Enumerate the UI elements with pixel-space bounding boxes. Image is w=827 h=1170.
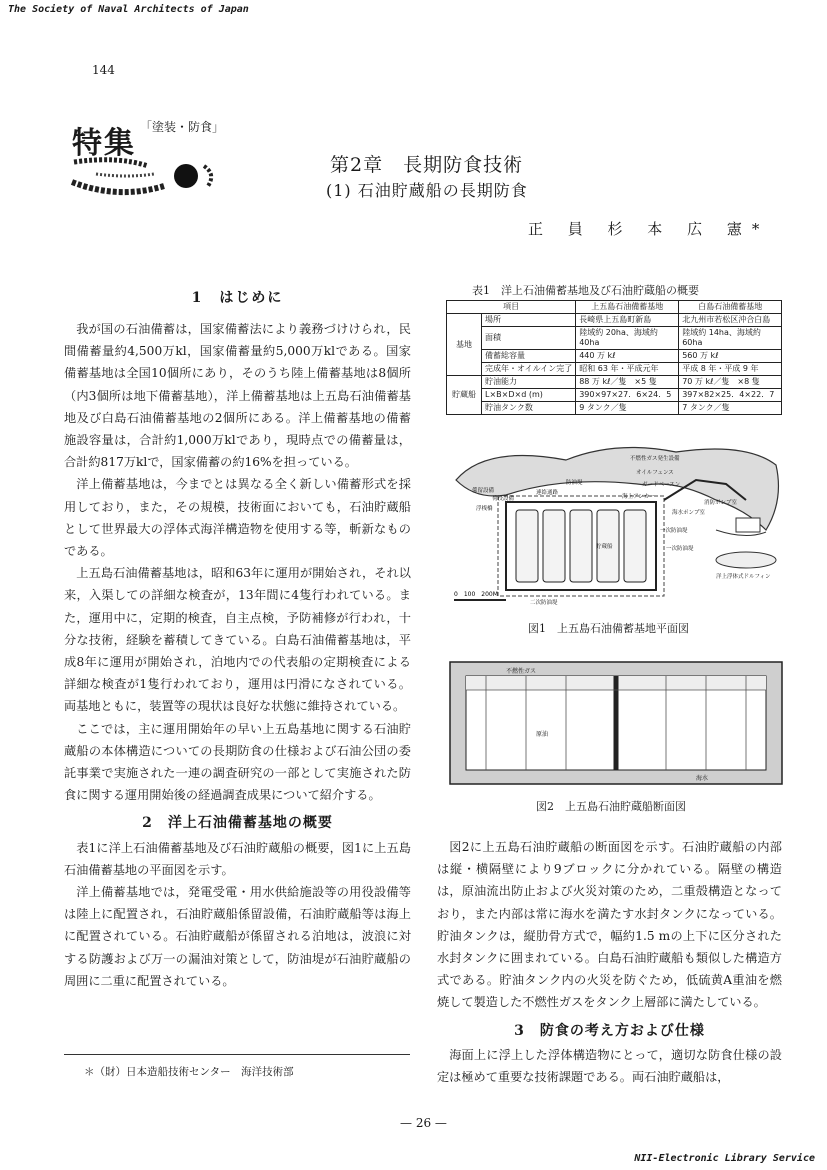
paragraph: 海面上に浮上した浮体構造物にとって，適切な防食仕様の設定は極めて重要な技術課題である。両石油貯蔵船は， bbox=[437, 1047, 782, 1085]
table-header: 白島石油備蓄基地 bbox=[679, 301, 782, 314]
journal-page-number: — 26 — bbox=[400, 1116, 447, 1130]
figure-2-cross-section bbox=[446, 656, 786, 790]
table-cell: 陸域約 14ha、海域約 60ha bbox=[679, 327, 782, 350]
table-cell: 陸域約 20ha、海域約 40ha bbox=[576, 327, 679, 350]
table-group: 貯蔵船 bbox=[447, 376, 482, 415]
left-column bbox=[64, 318, 411, 992]
table-group: 基地 bbox=[447, 314, 482, 376]
paragraph: 我が国の石油備蓄は，国家備蓄法により義務づけけられ，民間備蓄量約4,500万kl，国家備蓄量約5,000万klである。国家備蓄基地は全国10個所にあり，そのうち陸上備蓄基地は8個所（内3個所は地下備蓄基地），洋上備蓄基地は上五島石油備蓄基地及び白島石油備蓄基地の2個所にある。洋上備蓄基地の備蓄施設容量は，合計約1,000万klであり，現時点での備蓄量は，合計約817万klで，国家備蓄の約16%を担っている。 bbox=[64, 322, 411, 470]
table-cell: 昭和 63 年・平成元年 bbox=[576, 363, 679, 376]
paragraph: 洋上備蓄基地は，今までとは異なる全く新しい備蓄形式を採用しており，また，その規模，技術面においても，石油貯蔵船として世界最大の浮体式海洋構造物を使用する等，斬新なものである。 bbox=[64, 477, 411, 559]
fig1-label: 荷役設備 bbox=[492, 496, 515, 502]
author-line: 正 員 杉 本 広 憲* bbox=[528, 220, 770, 238]
paragraph: ここでは，主に運用開始年の早い上五島基地に関する石油貯蔵船の本体構造についての長期防食の仕様および石油公団の委託事業で実施された一連の調査研究の一部として実施された防食に関する運用開始後の経過調査成果について紹介する。 bbox=[64, 721, 411, 803]
fig1-label: 不燃性ガス発生設備 bbox=[630, 456, 680, 462]
paragraph: 洋上備蓄基地では，発電受電・用水供給施設等の用役設備等は陸上に配置され，石油貯蔵船係留設備，石油貯蔵船等は海上に配置されている。石油貯蔵船が係留される泊地は，波浪に対する防護および万一の漏油対策として，防油堤が石油貯蔵船の周囲に二重に配置されている。 bbox=[64, 885, 411, 988]
table-header: 項目 bbox=[447, 301, 576, 314]
chapter-title: 第2章 長期防食技術 bbox=[330, 154, 524, 176]
table-cell: 備蓄総容量 bbox=[482, 350, 576, 363]
page-number: 144 bbox=[92, 63, 115, 77]
storage-ship bbox=[516, 510, 538, 582]
table-1-caption: 表1 洋上石油備蓄基地及び石油貯蔵船の概要 bbox=[472, 284, 699, 297]
scale-label: 0 100 200M bbox=[454, 591, 498, 598]
fig1-label: 洋上浮体式ドルフィン bbox=[716, 574, 771, 580]
fig1-label: 消防ポンプ室 bbox=[704, 500, 738, 506]
table-cell: 北九州市若松区沖合白島 bbox=[679, 314, 782, 327]
table-header: 上五島石油備蓄基地 bbox=[576, 301, 679, 314]
table-cell: 長崎県上五島町新島 bbox=[576, 314, 679, 327]
fig1-label: 浮桟橋 bbox=[476, 506, 493, 512]
section-3-heading: 3 防食の考え方および仕様 bbox=[514, 1022, 705, 1039]
table-cell: 70 万 kℓ／隻 ×8 隻 bbox=[679, 376, 782, 389]
section-1-heading: 1 はじめに bbox=[191, 290, 284, 306]
section-2-heading: 2 洋上石油備蓄基地の概要 bbox=[142, 815, 333, 832]
storage-ship bbox=[624, 510, 646, 582]
right-column bbox=[437, 836, 782, 1088]
table-cell: 397×82×25．4×22．7 bbox=[679, 389, 782, 402]
table-cell: 560 万 kℓ bbox=[679, 350, 782, 363]
fig1-label: ガードベースン bbox=[642, 482, 681, 488]
footnote: ＊（財）日本造船技術センター 海洋技術部 bbox=[84, 1066, 294, 1078]
paragraph: 上五島石油備蓄基地は，昭和63年に運用が開始され，それ以来，入渠しての詳細な検査が，13年間に4隻行われている。また，運用中に，定期的検査，自主点検，予防補修が行われ，十分な技術，経験を蓄積してきている。白島石油備蓄基地は，平成8年に運用が開始され，泊地内での代表船の定期検査による詳細な検査が1隻行われており，運用は円滑になされている。両基地ともに，装置等の現状は良好な状態に維持されている。 bbox=[64, 566, 411, 714]
table-cell: 貯油タンク数 bbox=[482, 402, 576, 415]
table-cell: 7 タンク／隻 bbox=[679, 402, 782, 415]
table-cell: 貯油能力 bbox=[482, 376, 576, 389]
table-cell: 440 万 kℓ bbox=[576, 350, 679, 363]
table-cell: 場所 bbox=[482, 314, 576, 327]
fig1-label: 連絡通路 bbox=[536, 490, 559, 496]
fig1-label: 一次防油堤 bbox=[666, 546, 694, 552]
footnote-divider bbox=[64, 1054, 410, 1055]
table-cell: 9 タンク／隻 bbox=[576, 402, 679, 415]
fig1-label: オイルフェンス bbox=[636, 470, 674, 476]
article-subtitle: (1) 石油貯蔵船の長期防食 bbox=[326, 181, 528, 200]
table-cell: 面積 bbox=[482, 327, 576, 350]
fig1-label: 防油堤 bbox=[566, 480, 583, 486]
table-cell: 390×97×27．6×24．5 bbox=[576, 389, 679, 402]
table-cell: 88 万 kℓ／隻 ×5 隻 bbox=[576, 376, 679, 389]
figure-2-caption: 図2 上五島石油貯蔵船断面図 bbox=[536, 800, 686, 813]
storage-ship bbox=[543, 510, 565, 582]
storage-ship bbox=[570, 510, 592, 582]
fig1-label: 海上アンカー bbox=[622, 494, 655, 500]
library-footer: NII-Electronic Library Service bbox=[634, 1153, 815, 1164]
paragraph: 表1に洋上石油備蓄基地及び石油貯蔵船の概要，図1に上五島石油備蓄基地の平面図を示す。 bbox=[64, 840, 411, 877]
table-cell: 完成年・オイルイン完了 bbox=[482, 363, 576, 376]
table-1 bbox=[446, 300, 782, 415]
table-cell: L×B×D×d (m) bbox=[482, 389, 576, 402]
fig2-label: 不燃性ガス bbox=[506, 668, 537, 675]
fig2-label: 原油 bbox=[536, 731, 549, 738]
feature-topic: 「塗装・防食」 bbox=[140, 120, 225, 134]
fig1-label: 貯蔵船 bbox=[596, 544, 613, 550]
society-header: The Society of Naval Architects of Japan bbox=[8, 4, 249, 15]
figure-1-plan-map bbox=[446, 440, 786, 610]
paragraph: 図2に上五島石油貯蔵船の断面図を示す。石油貯蔵船の内部は縦・横隔壁により9ブロックに分かれている。隔壁の構造は，原油流出防止および火災対策のため，二重殻構造となっており，また内部は常に海水を満たす水封タンクになっている。貯油タンクは，縦肋骨方式で，幅約1.5 mの上下に区分された水封タンクに囲まれている。白島石油貯蔵船も類似した構造方式である。貯油タンク内の火災を防ぐため，低硫黄A重油を燃焼して製造した不燃性ガスをタンク上層部に満たしている。 bbox=[437, 840, 782, 1010]
guard-basin bbox=[716, 552, 776, 568]
pump-station bbox=[736, 518, 760, 532]
figure-1-caption: 図1 上五島石油備蓄基地平面図 bbox=[528, 622, 689, 635]
fig2-label: 海水 bbox=[696, 775, 709, 782]
fig1-label: 係留設備 bbox=[472, 488, 495, 494]
feature-label: 特集 bbox=[72, 126, 136, 161]
fig1-label: 海水ポンプ室 bbox=[672, 510, 706, 516]
table-cell: 平成 8 年・平成 9 年 bbox=[679, 363, 782, 376]
fig1-label: 一次防油堤 bbox=[660, 528, 688, 534]
feature-logo-graphic bbox=[68, 152, 228, 200]
fig1-label: 二次防油堤 bbox=[530, 600, 558, 606]
